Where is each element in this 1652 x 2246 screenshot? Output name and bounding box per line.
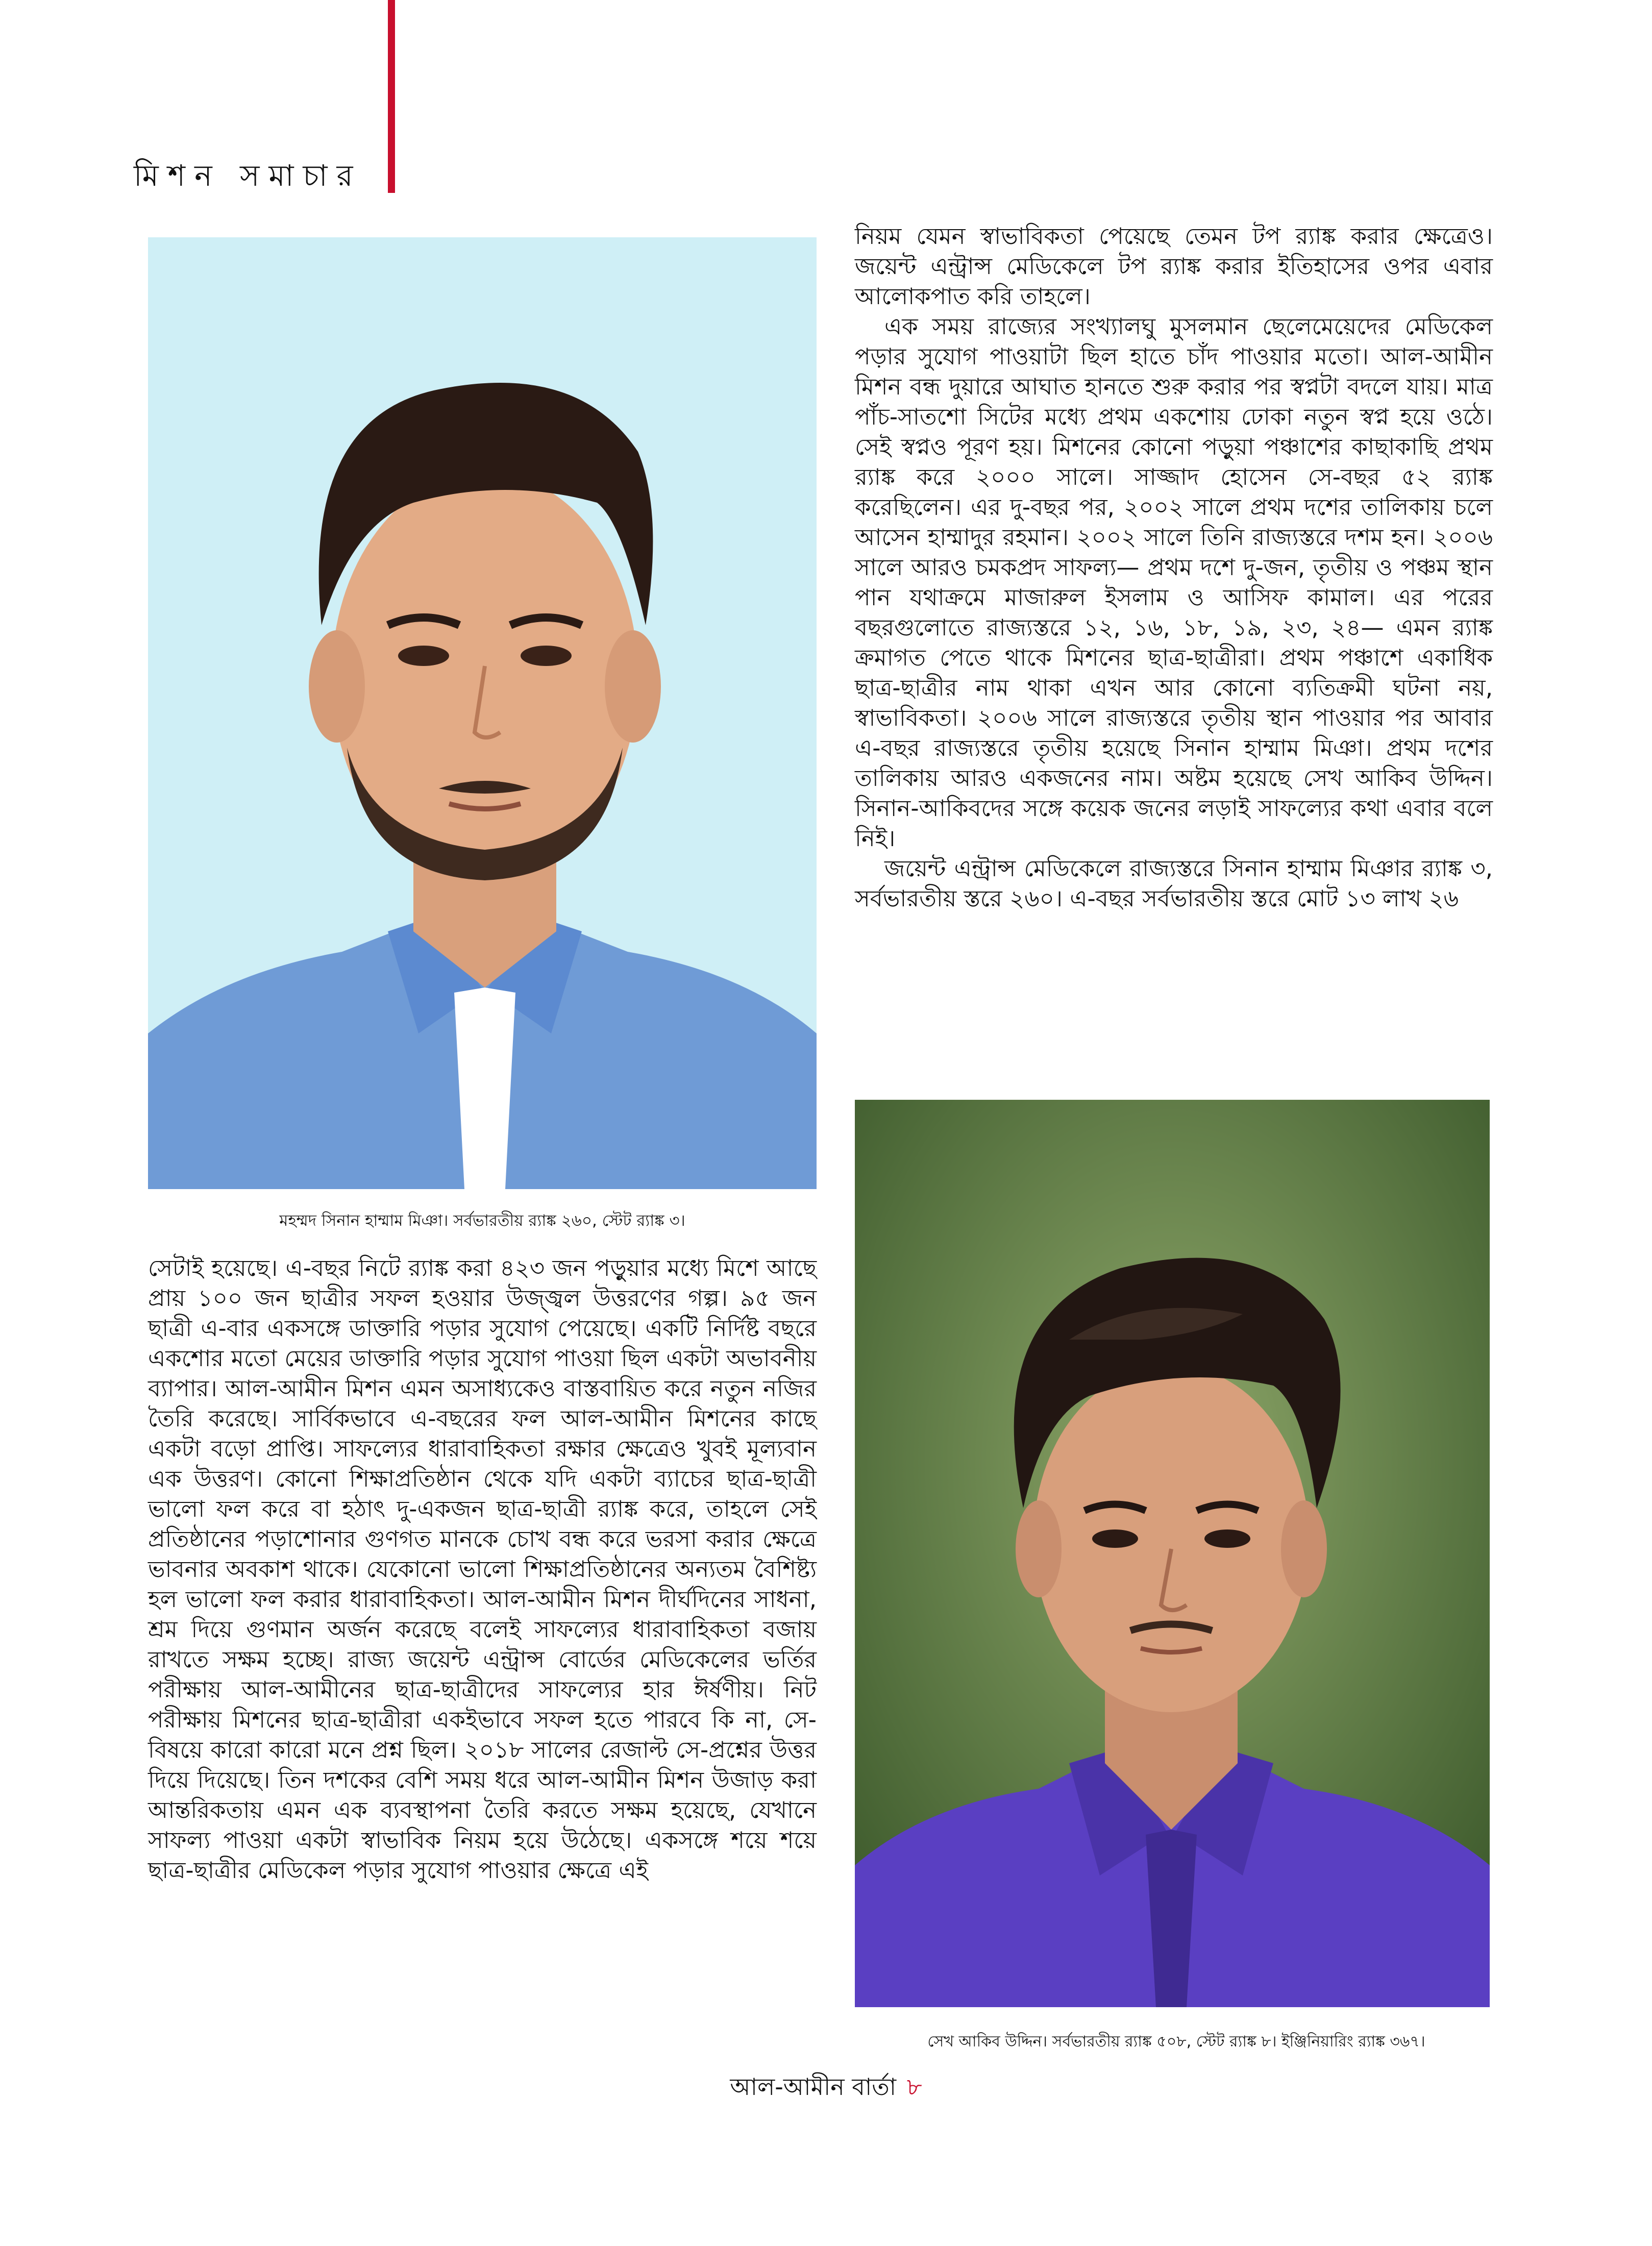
photo-caption: মহম্মদ সিনান হাম্মাম মিঞা। সর্বভারতীয় র‌্যাঙ্ক ২৬০, স্টেট র‌্যাঙ্ক ৩। bbox=[279, 1212, 685, 1230]
header-accent-bar bbox=[388, 0, 395, 193]
paragraph: জয়েন্ট এন্ট্রান্স মেডিকেলে রাজ্যস্তরে সিনান হাম্মাম মিঞার র‌্যাঙ্ক ৩, সর্বভারতীয় স্তরে ২৬০। এ-বছর সর্বভারতীয় স্তরে মোট ১৩ লাখ ২৬ bbox=[855, 855, 1493, 912]
paragraph: এক সময় রাজ্যের সংখ্যালঘু মুসলমান ছেলেমেয়েদের মেডিকেল পড়ার সুযোগ পাওয়াটা ছিল হাতে চাঁদ পাওয়ার মতো। আল-আমীন মিশন বন্ধ দুয়ারে আঘাত হানতে শুরু করার পর স্বপ্নটা বদলে যায়। মাত্র পাঁচ-সাতশো সিটের মধ্যে প্রথম একশোয় ঢোকা নতুন স্বপ্ন হয়ে ওঠে। সেই স্বপ্নও পূরণ হয়। মিশনের কোনো পড়ুয়া পঞ্চাশের কাছাকাছি প্রথম র‌্যাঙ্ক করে ২০০০ সালে। সাজ্জাদ হোসেন সে-বছর ৫২ র‌্যাঙ্ক করেছিলেন। এর দু-বছর পর, ২০০২ সালে প্রথম দশের তালিকায় চলে আসেন হাম্মাদুর রহমান। ২০০২ সালে তিনি রাজ্যস্তরে দশম হন। ২০০৬ সালে আরও চমকপ্রদ সাফল্য— প্রথম দশে দু-জন, তৃতীয় ও পঞ্চম স্থান পান যথাক্রমে মাজারুল ইসলাম ও আসিফ কামাল। এর পরের বছরগুলোতে রাজ্যস্তরে ১২, ১৬, ১৮, ১৯, ২৩, ২৪— এমন র‌্যাঙ্ক ক্রমাগত পেতে থাকে মিশনের ছাত্র-ছাত্রীরা। প্রথম পঞ্চাশে একাধিক ছাত্র-ছাত্রীর নাম থাকা এখন আর কোনো ব্যতিক্রমী ঘটনা নয়, স্বাভাবিকতা। ২০০৬ সালে রাজ্যস্তরে তৃতীয় স্থান পাওয়ার পর আবার এ-বছর রাজ্যস্তরে তৃতীয় হয়েছে সিনান হাম্মাম মিঞা। প্রথম দশের তালিকায় আরও একজনের নাম। অষ্টম হয়েছে সেখ আকিব উদ্দিন। সিনান-আকিবদের সঙ্গে কয়েক জনের লড়াই সাফল্যের কথা এবার বলে নিই। bbox=[855, 313, 1493, 852]
page-footer bbox=[0, 2069, 1652, 2108]
article-right-column bbox=[855, 221, 1493, 914]
paragraph: নিয়ম যেমন স্বাভাবিকতা পেয়েছে তেমন টপ র‌্যাঙ্ক করার ক্ষেত্রেও। জয়েন্ট এন্ট্রান্স মেডিকেলে টপ র‌্যাঙ্ক করার ইতিহাসের ওপর এবার আলোকপাত করি তাহলে। bbox=[855, 223, 1493, 310]
student-portrait-icon bbox=[148, 237, 817, 1189]
article-left-column bbox=[148, 1253, 817, 1885]
photo-akib-uddin bbox=[855, 1100, 1490, 2007]
magazine-name: আল-আমীন বার্তা bbox=[730, 2073, 897, 2101]
section-title: মিশন সমাচার bbox=[134, 158, 362, 193]
photo-sinan-hammam bbox=[148, 237, 817, 1189]
photo-caption: সেখ আকিব উদ্দিন। সর্বভারতীয় র‌্যাঙ্ক ৫০৮, স্টেট র‌্যাঙ্ক ৮। ইঞ্জিনিয়ারিং র‌্যাঙ্ক ৩৬৭। bbox=[927, 2033, 1425, 2051]
student-portrait-icon bbox=[855, 1100, 1490, 2007]
paragraph: সেটাই হয়েছে। এ-বছর নিটে র‌্যাঙ্ক করা ৪২৩ জন পড়ুয়ার মধ্যে মিশে আছে প্রায় ১০০ জন ছাত্রীর সফল হওয়ার উজ্জ্বল উত্তরণের গল্প। ৯৫ জন ছাত্রী এ-বার একসঙ্গে ডাক্তারি পড়ার সুযোগ পেয়েছে। একটি নির্দিষ্ট বছরে একশোর মতো মেয়ের ডাক্তারি পড়ার সুযোগ পাওয়া ছিল একটা অভাবনীয় ব্যাপার। আল-আমীন মিশন এমন অসাধ্যকেও বাস্তবায়িত করে নতুন নজির তৈরি করেছে। সার্বিকভাবে এ-বছরের ফল আল-আমীন মিশনের কাছে একটা বড়ো প্রাপ্তি। সাফল্যের ধারাবাহিকতা রক্ষার ক্ষেত্রেও খুবই মূল্যবান এক উত্তরণ। কোনো শিক্ষাপ্রতিষ্ঠান থেকে যদি একটা ব্যাচের ছাত্র-ছাত্রী ভালো ফল করে বা হঠাৎ দু-একজন ছাত্র-ছাত্রী র‌্যাঙ্ক করে, তাহলে সেই প্রতিষ্ঠানের পড়াশোনার গুণগত মানকে চোখ বন্ধ করে ভরসা করার ক্ষেত্রে ভাবনার অবকাশ থাকে। যেকোনো ভালো শিক্ষাপ্রতিষ্ঠানের অন্যতম বৈশিষ্ট্য হল ভালো ফল করার ধারাবাহিকতা। আল-আমীন মিশন দীর্ঘদিনের সাধনা, শ্রম দিয়ে গুণমান অর্জন করেছে বলেই সাফল্যের ধারাবাহিকতা বজায় রাখতে সক্ষম হচ্ছে। রাজ্য জয়েন্ট এন্ট্রান্স বোর্ডের মেডিকেলের ভর্তির পরীক্ষায় আল-আমীনের ছাত্র-ছাত্রীদের সাফল্যের হার ঈর্ষণীয়। নিট পরীক্ষায় মিশনের ছাত্র-ছাত্রীরা একইভাবে সফল হতে পারবে কি না, সে-বিষয়ে কারো কারো মনে প্রশ্ন ছিল। ২০১৮ সালের রেজাল্ট সে-প্রশ্নের উত্তর দিয়ে দিয়েছে। তিন দশকের বেশি সময় ধরে আল-আমীন মিশন উজাড় করা আন্তরিকতায় এমন এক ব্যবস্থাপনা তৈরি করতে সক্ষম হয়েছে, যেখানে সাফল্য পাওয়া একটা স্বাভাবিক নিয়ম হয়ে উঠেছে। একসঙ্গে শয়ে শয়ে ছাত্র-ছাত্রীর মেডিকেল পড়ার সুযোগ পাওয়ার ক্ষেত্রে এই bbox=[148, 1254, 817, 1884]
page-number: ৮ bbox=[906, 2073, 922, 2101]
